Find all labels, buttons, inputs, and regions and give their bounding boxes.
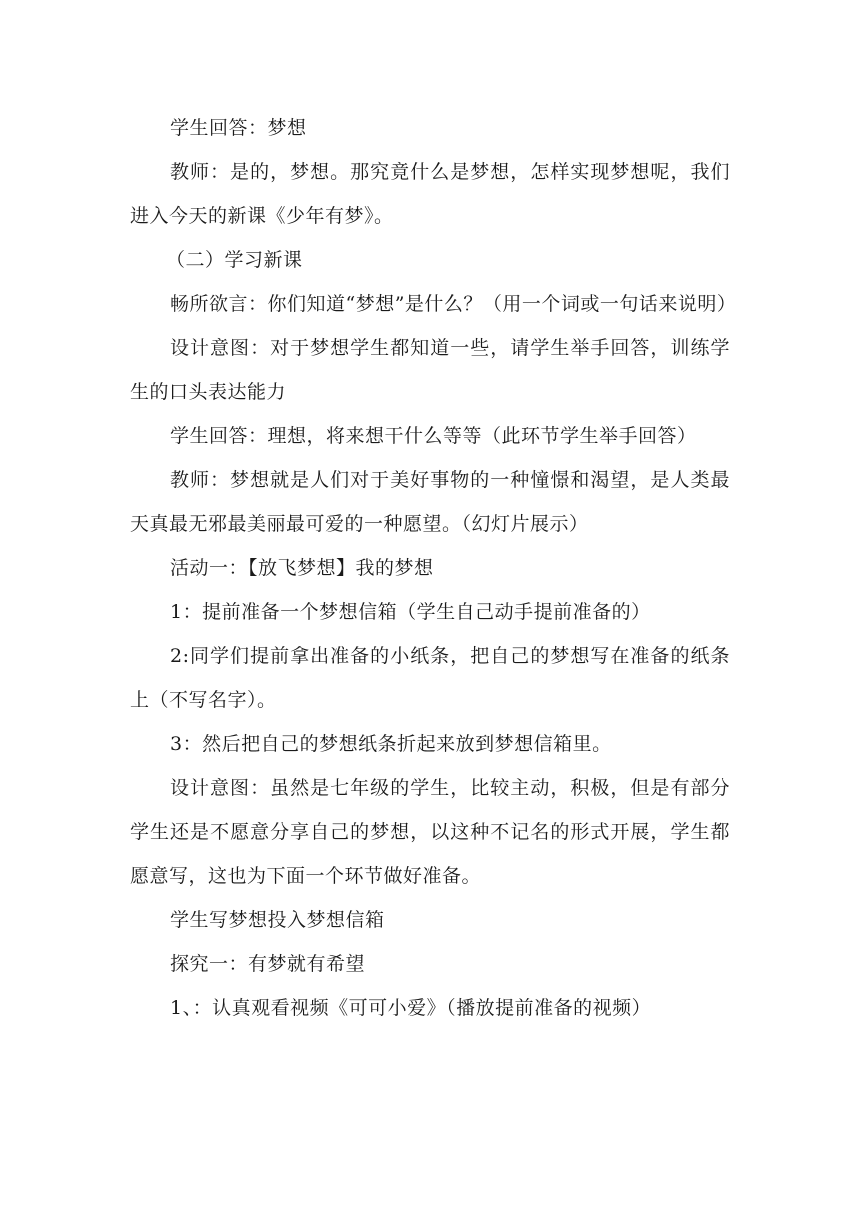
list-item-watch-video: 1、：认真观看视频《可可小爱》（播放提前准备的视频）: [170, 997, 652, 1019]
section-heading-new-lesson: （二）学习新课: [166, 249, 303, 271]
list-item-step-3: 3：然后把自己的梦想纸条折起来放到梦想信箱里。: [170, 733, 612, 755]
paragraph-design-intent-1: 设计意图：对于梦想学生都知道一些，请学生举手回答，训练学生的口头表达能力: [130, 337, 730, 403]
paragraph-design-intent-2: 设计意图：虽然是七年级的学生，比较主动，积极，但是有部分学生还是不愿意分享自己的梦想，以这种不记名的形式开展，学生都愿意写，这也为下面一个环节做好准备。: [130, 777, 730, 887]
paragraph-students-write-dreams: 学生写梦想投入梦想信箱: [170, 909, 385, 931]
paragraph-free-discussion: 畅所欲言：你们知道“梦想”是什么？（用一个词或一句话来说明）: [170, 293, 737, 315]
document-body: [130, 106, 737, 1030]
paragraph-activity-one: 活动一：【放飞梦想】我的梦想: [170, 557, 434, 579]
paragraph-student-answer-dream: 学生回答：梦想: [170, 117, 307, 139]
list-item-step-1: 1：提前准备一个梦想信箱（学生自己动手提前准备的）: [170, 601, 651, 623]
list-item-step-2: 2:同学们提前拿出准备的小纸条，把自己的梦想写在准备的纸条上（不写名字）。: [130, 645, 730, 711]
paragraph-teacher-intro: 教师：是的，梦想。那究竟什么是梦想，怎样实现梦想呢，我们进入今天的新课《少年有梦》。: [130, 161, 730, 227]
paragraph-student-answer-ideal: 学生回答：理想，将来想干什么等等（此环节学生举手回答）: [170, 425, 697, 447]
paragraph-teacher-definition: 教师：梦想就是人们对于美好事物的一种憧憬和渴望，是人类最天真最无邪最美丽最可爱的一种愿望。（幻灯片展示）: [130, 469, 730, 535]
paragraph-exploration-one: 探究一：有梦就有希望: [170, 953, 366, 975]
